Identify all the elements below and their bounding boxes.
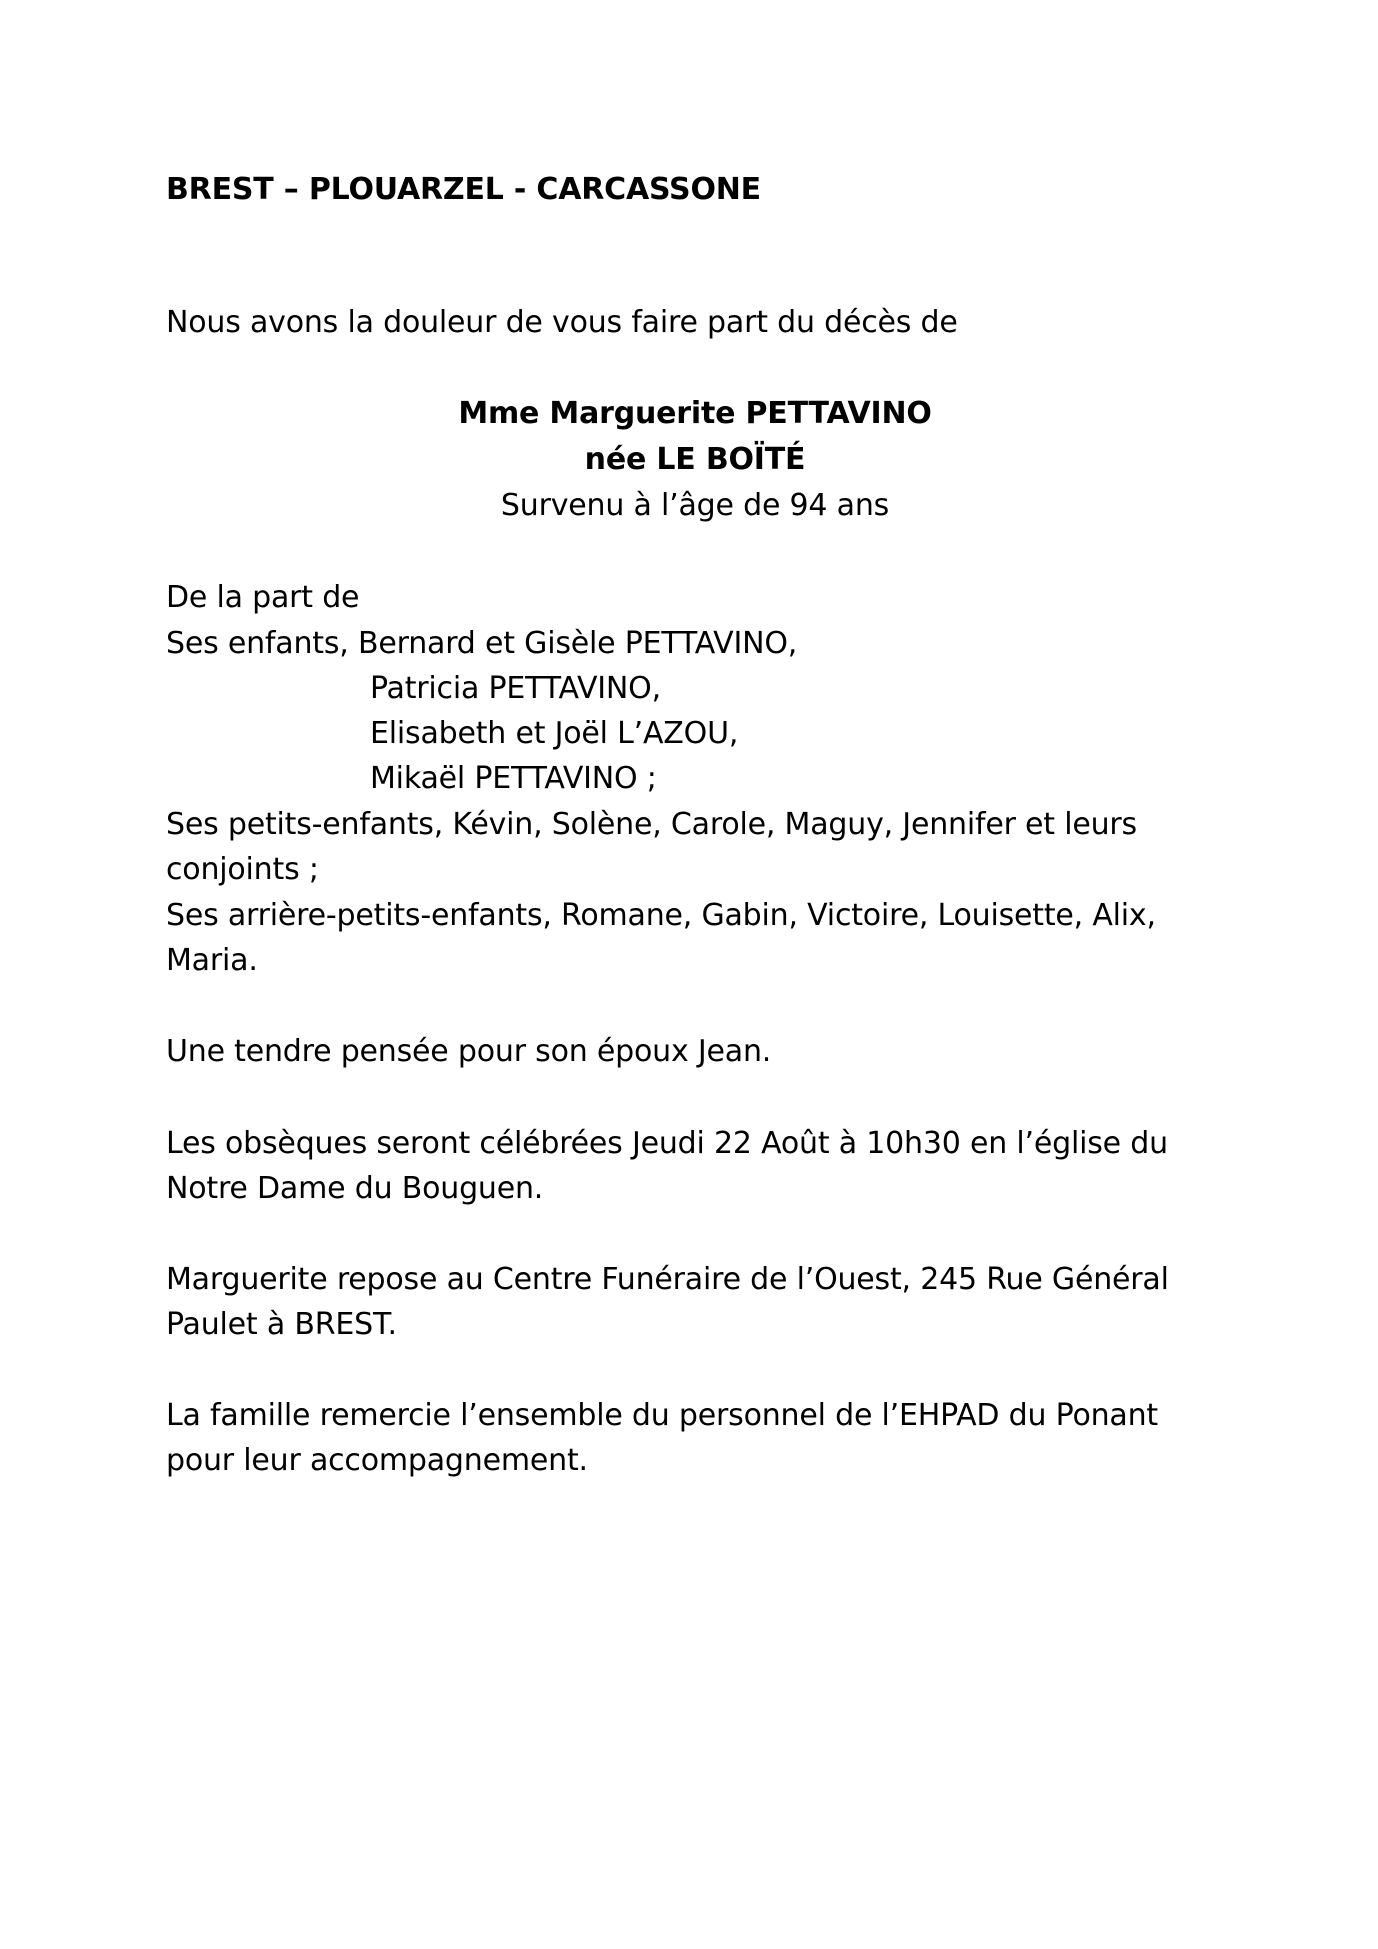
rest-line: Paulet à BREST. <box>166 1307 397 1342</box>
thanks-line: pour leur accompagnement. <box>166 1443 588 1478</box>
grandchildren-line: conjoints ; <box>166 852 319 887</box>
children-line: Mikaël PETTAVINO ; <box>370 761 657 796</box>
funeral-line: Notre Dame du Bouguen. <box>166 1171 544 1206</box>
great-grandchildren-line: Ses arrière-petits-enfants, Romane, Gabin, Victoire, Louisette, Alix, <box>166 898 1156 933</box>
children-line: Ses enfants, Bernard et Gisèle PETTAVINO, <box>166 626 798 661</box>
deceased-name: Mme Marguerite PETTAVINO <box>458 396 932 431</box>
children-line: Elisabeth et Joël L’AZOU, <box>370 716 739 751</box>
deceased-age: Survenu à l’âge de 94 ans <box>500 488 890 523</box>
deceased-birth-name: née LE BOÏTÉ <box>584 442 806 477</box>
family-from: De la part de <box>166 580 360 615</box>
intro-text: Nous avons la douleur de vous faire part du décès de <box>166 305 958 340</box>
grandchildren-line: Ses petits-enfants, Kévin, Solène, Carole, Maguy, Jennifer et leurs <box>166 807 1137 842</box>
thought-text: Une tendre pensée pour son époux Jean. <box>166 1034 772 1069</box>
thanks-line: La famille remercie l’ensemble du personnel de l’EHPAD du Ponant <box>166 1398 1158 1433</box>
funeral-line: Les obsèques seront célébrées Jeudi 22 Août à 10h30 en l’église du <box>166 1126 1168 1161</box>
children-line: Patricia PETTAVINO, <box>370 671 661 706</box>
header-locations: BREST – PLOUARZEL - CARCASSONE <box>166 172 761 207</box>
rest-line: Marguerite repose au Centre Funéraire de l’Ouest, 245 Rue Général <box>166 1262 1169 1297</box>
great-grandchildren-line: Maria. <box>166 943 258 978</box>
